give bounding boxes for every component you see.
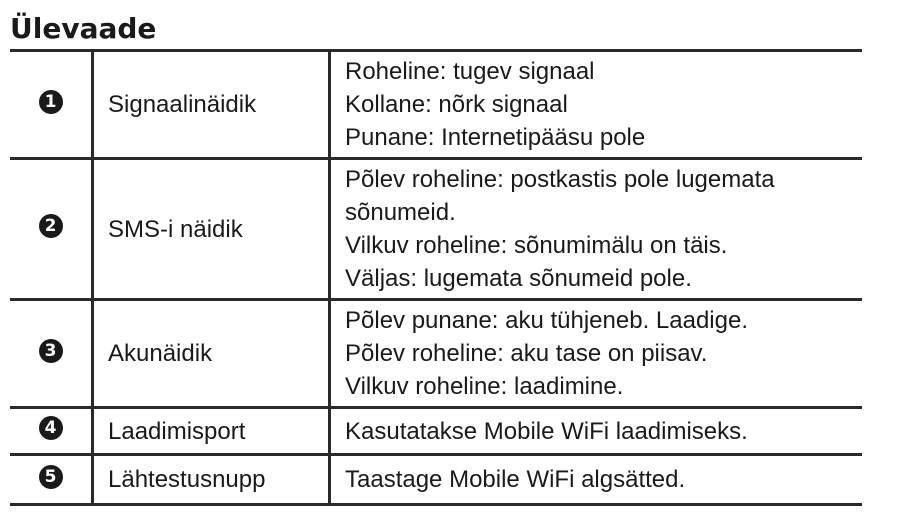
component-name: SMS-i näidik [93, 159, 330, 300]
row-number-cell [10, 455, 93, 505]
number-2-icon: 2 [39, 214, 63, 238]
number-1-icon: 1 [39, 90, 63, 114]
number-5-icon: 5 [39, 465, 63, 489]
table-row [10, 300, 862, 408]
number-4-icon: 4 [39, 416, 63, 440]
table-row [10, 408, 862, 455]
row-number-cell [10, 51, 93, 159]
row-number-cell [10, 159, 93, 300]
description-line: Vilkuv roheline: laadimine. [345, 373, 624, 400]
description-line: Väljas: lugemata sõnumeid pole. [345, 265, 692, 292]
component-name: Akunäidik [93, 300, 330, 408]
component-description [330, 300, 863, 408]
component-name: Lähtestusnupp [93, 455, 330, 505]
component-description [330, 159, 863, 300]
description-line: sõnumeid. [345, 199, 456, 226]
description-line: Roheline: tugev signaal [345, 58, 595, 85]
description-line: Kollane: nõrk signaal [345, 91, 568, 118]
description-line: Põlev roheline: aku tase on piisav. [345, 340, 708, 367]
component-description [330, 408, 863, 455]
table-row [10, 455, 862, 505]
component-description [330, 51, 863, 159]
row-number-cell [10, 300, 93, 408]
table-row [10, 51, 862, 159]
overview-table [10, 49, 862, 506]
description-line: Vilkuv roheline: sõnumimälu on täis. [345, 232, 728, 259]
component-description [330, 455, 863, 505]
component-name: Laadimisport [93, 408, 330, 455]
number-3-icon: 3 [39, 339, 63, 363]
row-number-cell [10, 408, 93, 455]
component-name: Signaalinäidik [93, 51, 330, 159]
description-line: Põlev punane: aku tühjeneb. Laadige. [345, 307, 748, 334]
description-line: Punane: Internetipääsu pole [345, 124, 646, 151]
description-line: Kasutatakse Mobile WiFi laadimiseks. [345, 417, 748, 445]
description-line: Taastage Mobile WiFi algsätted. [345, 466, 686, 493]
description-line: Põlev roheline: postkastis pole lugemata [345, 166, 775, 193]
table-row [10, 159, 862, 300]
page-title: Ülevaade [10, 12, 157, 45]
